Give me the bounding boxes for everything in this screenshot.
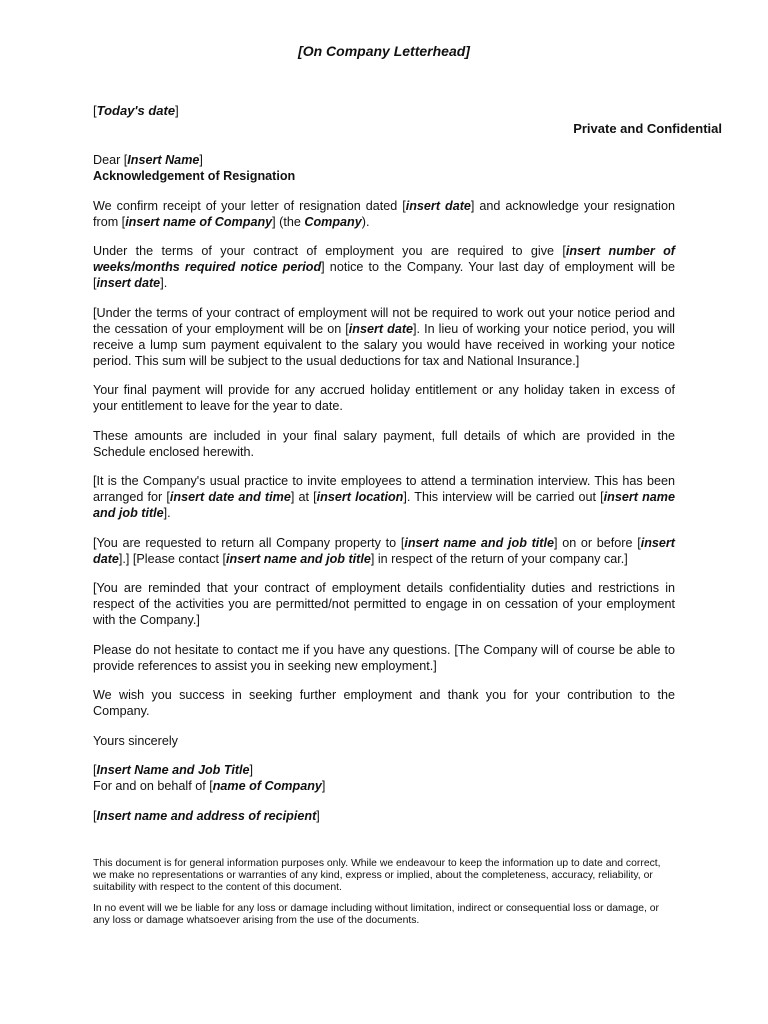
text: ] (the [272,214,305,229]
field: insert date [405,198,471,213]
subject-text: Acknowledgement of Resignation [93,169,296,183]
field: insert name and job title [404,535,554,550]
paragraph-success: We wish you success in seeking further employment and thank you for your contribution to the Company. [93,688,675,718]
letter-body [93,152,675,824]
text: [It is the Company's usual practice to invite employees to attend a termination interview. This has been arranged for [ [93,474,675,504]
text: ]. [160,276,168,290]
text: Under the terms of your contract of employment you are required to give [ [93,244,566,258]
text: ] and acknowledge your resignation from [ [93,198,675,229]
text: [Under the terms of your contract of employment will not be required to work out your notice period and the cessation of your employment will be on [ [93,305,675,336]
closing: Yours sincerely [93,733,178,748]
paragraph-amounts: These amounts are included in your final salary payment, full details of which are provided in the Schedule enclosed herewith. [93,428,675,459]
paragraph-contact: Please do not hesitate to contact me if you have any questions. [The Company will of course be able to provide references to assist you in seeking new employment.] [93,642,675,673]
subject-line [93,168,675,184]
bracket: [ [93,103,97,118]
field: insert name and job title [226,551,371,566]
disclaimer [93,858,675,936]
text: ].] [Please contact [ [118,551,227,566]
paragraph-notice [93,243,675,291]
bracket: ] [316,808,320,823]
text: ]. In lieu of working your notice period, you will receive a lump sum payment equivalent to the salary you would have received in working your notice period. This sum will be subject to the usual deductions for tax and National Insurance.] [93,321,675,368]
paragraph-final-payment: Your final payment will provide for any accrued holiday entitlement or any holiday taken in excess of your entitlement to leave for the year to date. [93,383,675,413]
text: ] [321,779,326,793]
field: insert name of Company [125,214,273,229]
field: insert date [93,535,675,566]
signatory-field: Insert Name and Job Title [96,763,250,777]
bracket: ] [175,103,179,118]
bracket: ] [249,763,254,777]
bracket: [ [93,808,97,823]
text: For and on behalf of [ [93,779,213,793]
text: ]. This interview will be carried out [ [403,490,604,504]
paragraph-property [93,535,675,567]
on-behalf-of [93,778,675,794]
disclaimer-paragraph: In no event will we be liable for any loss or damage including without limitation, indirect or consequential loss or damage, or any loss or damage whatsoever arising from the use of the documents. [93,903,660,926]
salutation-prefix: Dear [ [93,153,128,167]
field: insert date [96,276,161,290]
text: [You are requested to return all Company property to [ [93,535,405,550]
salutation-suffix: ] [199,153,203,167]
text: ]. [163,506,171,520]
letterhead-placeholder: [On Company Letterhead] [298,43,470,59]
company-field: name of Company [212,779,322,793]
text: We confirm receipt of your letter of resignation dated [ [93,198,406,213]
paragraph-interview [93,473,675,521]
field: insert location [316,490,404,504]
bracket: [ [93,763,97,777]
paragraph-confidentiality: [You are reminded that your contract of employment details confidentiality duties and restrictions in respect of the activities you are permitted/not permitted to engage in on cessation of your employment with the Company.] [93,581,675,627]
text: ). [361,214,370,229]
date-placeholder [93,103,179,118]
recipient-field: Insert name and address of recipient [96,808,317,823]
field: insert name and job title [93,490,675,520]
recipient-name-field: Insert Name [127,153,200,167]
field: insert date and time [169,490,291,504]
disclaimer-paragraph: This document is for general information purposes only. While we endeavour to keep the information up to date and correct, we make no representations or warranties of any kind, express or implied, about the completeness, accuracy, reliability, or suitability with respect to the content of this document. [93,858,661,893]
paragraph-receipt [93,198,675,230]
text: ] at [ [290,490,317,504]
text: ] in respect of the return of your company car.] [370,551,628,566]
salutation [93,152,675,168]
text: ] notice to the Company. Your last day of employment will be [ [93,260,675,290]
paragraph-lieu [93,305,675,369]
recipient-address [93,808,675,824]
field: insert number of weeks/months required notice period [93,244,675,274]
signatory [93,762,675,778]
field: Company [304,214,362,229]
field: insert date [348,321,414,336]
date-field: Today's date [96,103,176,118]
private-confidential-label: Private and Confidential [573,121,722,136]
text: ] on or before [ [554,535,641,550]
